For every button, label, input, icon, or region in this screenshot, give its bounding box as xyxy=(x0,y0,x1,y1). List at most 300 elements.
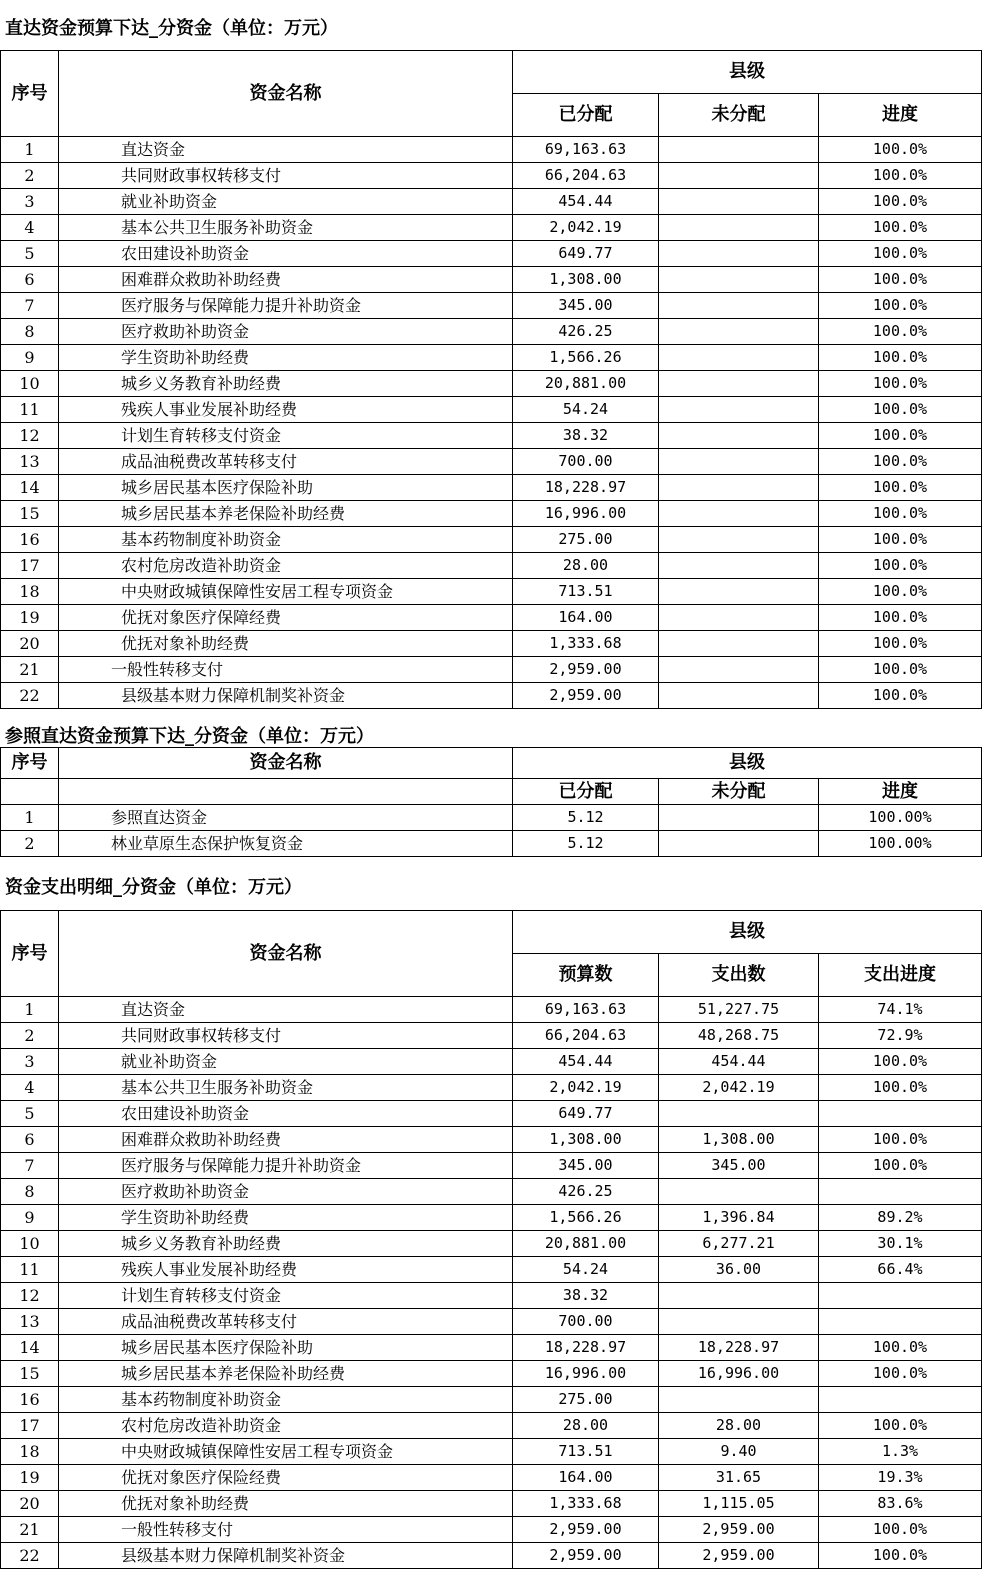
cell-fund-name: 优抚对象医疗保险经费 xyxy=(59,1465,513,1491)
cell-fund-name: 基本公共卫生服务补助资金 xyxy=(59,1075,513,1101)
table-row xyxy=(1,1387,982,1413)
table-row xyxy=(1,1257,982,1283)
header-progress: 进度 xyxy=(819,779,982,805)
cell-col2: 454.44 xyxy=(659,1049,819,1075)
cell-col2 xyxy=(659,1101,819,1127)
table-row xyxy=(1,189,982,215)
cell-seq: 17 xyxy=(1,553,59,579)
table-row xyxy=(1,805,982,831)
cell-col2 xyxy=(659,189,819,215)
header-budget: 预算数 xyxy=(513,954,659,997)
cell-col1: 649.77 xyxy=(513,1101,659,1127)
table-row xyxy=(1,1179,982,1205)
cell-fund-name: 医疗服务与保障能力提升补助资金 xyxy=(59,293,513,319)
cell-fund-name: 农田建设补助资金 xyxy=(59,241,513,267)
cell-col1: 28.00 xyxy=(513,553,659,579)
table-row xyxy=(1,527,982,553)
cell-col2 xyxy=(659,241,819,267)
cell-col3: 100.0% xyxy=(819,501,982,527)
cell-col2 xyxy=(659,215,819,241)
header-fund-name: 资金名称 xyxy=(59,51,513,137)
cell-col2 xyxy=(659,579,819,605)
cell-col1: 345.00 xyxy=(513,293,659,319)
table-row xyxy=(1,241,982,267)
cell-fund-name: 优抚对象补助经费 xyxy=(59,1491,513,1517)
cell-col3: 72.9% xyxy=(819,1023,982,1049)
cell-seq: 13 xyxy=(1,1309,59,1335)
cell-fund-name: 城乡居民基本医疗保险补助 xyxy=(59,475,513,501)
cell-fund-name: 农村危房改造补助资金 xyxy=(59,553,513,579)
cell-fund-name: 中央财政城镇保障性安居工程专项资金 xyxy=(59,1439,513,1465)
cell-col3: 100.0% xyxy=(819,241,982,267)
cell-col3 xyxy=(819,1101,982,1127)
cell-fund-name: 城乡居民基本养老保险补助经费 xyxy=(59,1361,513,1387)
cell-col3: 100.0% xyxy=(819,345,982,371)
cell-col1: 454.44 xyxy=(513,1049,659,1075)
cell-col3: 100.0% xyxy=(819,137,982,163)
cell-seq: 22 xyxy=(1,683,59,709)
table-row xyxy=(1,831,982,857)
table-row xyxy=(1,449,982,475)
cell-fund-name: 直达资金 xyxy=(59,997,513,1023)
table-row xyxy=(1,371,982,397)
cell-col3: 89.2% xyxy=(819,1205,982,1231)
cell-seq: 11 xyxy=(1,397,59,423)
cell-col1: 164.00 xyxy=(513,1465,659,1491)
cell-col3: 100.0% xyxy=(819,189,982,215)
cell-col2 xyxy=(659,1309,819,1335)
cell-fund-name: 共同财政事权转移支付 xyxy=(59,163,513,189)
cell-col3: 100.0% xyxy=(819,553,982,579)
table-row xyxy=(1,1283,982,1309)
cell-col3: 74.1% xyxy=(819,997,982,1023)
cell-fund-name: 县级基本财力保障机制奖补资金 xyxy=(59,683,513,709)
cell-col1: 700.00 xyxy=(513,449,659,475)
table-row xyxy=(1,1153,982,1179)
cell-col2 xyxy=(659,553,819,579)
cell-seq: 20 xyxy=(1,631,59,657)
table-row xyxy=(1,1413,982,1439)
cell-seq: 21 xyxy=(1,1517,59,1543)
cell-col2 xyxy=(659,805,819,831)
cell-fund-name: 就业补助资金 xyxy=(59,189,513,215)
cell-col2: 2,959.00 xyxy=(659,1543,819,1569)
table-row xyxy=(1,1465,982,1491)
cell-fund-name: 农村危房改造补助资金 xyxy=(59,1413,513,1439)
cell-seq: 18 xyxy=(1,579,59,605)
cell-col2 xyxy=(659,319,819,345)
cell-col1: 713.51 xyxy=(513,1439,659,1465)
cell-seq: 12 xyxy=(1,1283,59,1309)
cell-fund-name: 共同财政事权转移支付 xyxy=(59,1023,513,1049)
header-unallocated: 未分配 xyxy=(659,94,819,137)
cell-col1: 2,959.00 xyxy=(513,1517,659,1543)
section-title-direct-funds: 直达资金预算下达_分资金（单位：万元） xyxy=(5,18,338,39)
cell-fund-name: 参照直达资金 xyxy=(59,805,513,831)
header-allocated: 已分配 xyxy=(513,779,659,805)
cell-col1: 28.00 xyxy=(513,1413,659,1439)
cell-col3: 66.4% xyxy=(819,1257,982,1283)
cell-seq: 16 xyxy=(1,1387,59,1413)
header-fund-name: 资金名称 xyxy=(59,748,513,779)
table-row xyxy=(1,423,982,449)
cell-col3: 100.0% xyxy=(819,319,982,345)
header-county-level: 县级 xyxy=(513,748,982,779)
cell-fund-name: 一般性转移支付 xyxy=(59,657,513,683)
cell-col1: 20,881.00 xyxy=(513,1231,659,1257)
cell-col3: 100.0% xyxy=(819,293,982,319)
cell-col3: 100.0% xyxy=(819,657,982,683)
cell-seq: 16 xyxy=(1,527,59,553)
header-unallocated: 未分配 xyxy=(659,779,819,805)
header-county-level: 县级 xyxy=(513,51,982,94)
cell-col2: 48,268.75 xyxy=(659,1023,819,1049)
cell-col3: 100.0% xyxy=(819,449,982,475)
cell-seq: 11 xyxy=(1,1257,59,1283)
table-row xyxy=(1,1205,982,1231)
cell-col3: 100.0% xyxy=(819,423,982,449)
table-row xyxy=(1,475,982,501)
cell-col2 xyxy=(659,605,819,631)
cell-col1: 16,996.00 xyxy=(513,1361,659,1387)
cell-col3: 100.0% xyxy=(819,371,982,397)
cell-fund-name: 残疾人事业发展补助经费 xyxy=(59,1257,513,1283)
cell-fund-name: 学生资助补助经费 xyxy=(59,345,513,371)
table-row xyxy=(1,631,982,657)
cell-col3: 30.1% xyxy=(819,1231,982,1257)
cell-col1: 54.24 xyxy=(513,397,659,423)
cell-seq: 19 xyxy=(1,605,59,631)
cell-col2 xyxy=(659,831,819,857)
cell-seq: 12 xyxy=(1,423,59,449)
cell-fund-name: 中央财政城镇保障性安居工程专项资金 xyxy=(59,579,513,605)
table-row xyxy=(1,1049,982,1075)
table-row xyxy=(1,501,982,527)
table-row xyxy=(1,605,982,631)
cell-fund-name: 优抚对象补助经费 xyxy=(59,631,513,657)
cell-col2: 16,996.00 xyxy=(659,1361,819,1387)
header-name-blank xyxy=(59,779,513,805)
cell-fund-name: 成品油税费改革转移支付 xyxy=(59,449,513,475)
table-row xyxy=(1,657,982,683)
cell-col2 xyxy=(659,475,819,501)
cell-fund-name: 计划生育转移支付资金 xyxy=(59,423,513,449)
cell-col3: 100.0% xyxy=(819,1335,982,1361)
cell-col1: 66,204.63 xyxy=(513,1023,659,1049)
table-row xyxy=(1,1127,982,1153)
cell-col1: 1,308.00 xyxy=(513,267,659,293)
cell-col1: 1,333.68 xyxy=(513,1491,659,1517)
cell-col1: 18,228.97 xyxy=(513,475,659,501)
cell-col3: 100.0% xyxy=(819,1153,982,1179)
cell-col1: 1,333.68 xyxy=(513,631,659,657)
cell-seq: 13 xyxy=(1,449,59,475)
cell-fund-name: 城乡居民基本医疗保险补助 xyxy=(59,1335,513,1361)
cell-fund-name: 医疗救助补助资金 xyxy=(59,1179,513,1205)
cell-col1: 649.77 xyxy=(513,241,659,267)
cell-fund-name: 医疗服务与保障能力提升补助资金 xyxy=(59,1153,513,1179)
header-seq: 序号 xyxy=(1,748,59,779)
cell-fund-name: 基本公共卫生服务补助资金 xyxy=(59,215,513,241)
cell-col1: 5.12 xyxy=(513,831,659,857)
cell-col3: 1.3% xyxy=(819,1439,982,1465)
cell-col2: 36.00 xyxy=(659,1257,819,1283)
cell-col3: 100.00% xyxy=(819,831,982,857)
table-row xyxy=(1,1075,982,1101)
cell-col2 xyxy=(659,631,819,657)
cell-col1: 454.44 xyxy=(513,189,659,215)
table-row xyxy=(1,267,982,293)
cell-col2 xyxy=(659,501,819,527)
cell-fund-name: 直达资金 xyxy=(59,137,513,163)
cell-col2 xyxy=(659,163,819,189)
cell-col3: 19.3% xyxy=(819,1465,982,1491)
cell-col2: 1,308.00 xyxy=(659,1127,819,1153)
table-row xyxy=(1,683,982,709)
header-expenditure: 支出数 xyxy=(659,954,819,997)
cell-col1: 2,959.00 xyxy=(513,1543,659,1569)
cell-col2: 1,115.05 xyxy=(659,1491,819,1517)
cell-col2: 18,228.97 xyxy=(659,1335,819,1361)
cell-col1: 713.51 xyxy=(513,579,659,605)
cell-col1: 2,959.00 xyxy=(513,683,659,709)
cell-col1: 38.32 xyxy=(513,1283,659,1309)
section-title-expenditure-detail: 资金支出明细_分资金（单位：万元） xyxy=(5,877,302,898)
cell-seq: 14 xyxy=(1,475,59,501)
cell-col3: 100.0% xyxy=(819,1361,982,1387)
table-row xyxy=(1,1439,982,1465)
cell-seq: 2 xyxy=(1,831,59,857)
cell-seq: 6 xyxy=(1,1127,59,1153)
cell-seq: 21 xyxy=(1,657,59,683)
cell-col1: 275.00 xyxy=(513,527,659,553)
cell-fund-name: 县级基本财力保障机制奖补资金 xyxy=(59,1543,513,1569)
cell-fund-name: 农田建设补助资金 xyxy=(59,1101,513,1127)
cell-seq: 7 xyxy=(1,293,59,319)
cell-seq: 22 xyxy=(1,1543,59,1569)
cell-col1: 2,042.19 xyxy=(513,215,659,241)
cell-col2 xyxy=(659,1283,819,1309)
cell-col1: 1,308.00 xyxy=(513,1127,659,1153)
cell-col3: 100.0% xyxy=(819,215,982,241)
cell-seq: 3 xyxy=(1,189,59,215)
cell-col3: 100.0% xyxy=(819,683,982,709)
cell-col2: 28.00 xyxy=(659,1413,819,1439)
cell-col3: 100.0% xyxy=(819,579,982,605)
cell-col1: 2,959.00 xyxy=(513,657,659,683)
cell-col3: 100.0% xyxy=(819,267,982,293)
cell-col2 xyxy=(659,527,819,553)
cell-col2: 345.00 xyxy=(659,1153,819,1179)
cell-seq: 15 xyxy=(1,501,59,527)
cell-fund-name: 一般性转移支付 xyxy=(59,1517,513,1543)
header-seq: 序号 xyxy=(1,51,59,137)
cell-fund-name: 残疾人事业发展补助经费 xyxy=(59,397,513,423)
cell-col1: 426.25 xyxy=(513,319,659,345)
table-row xyxy=(1,1335,982,1361)
cell-col1: 164.00 xyxy=(513,605,659,631)
cell-seq: 2 xyxy=(1,1023,59,1049)
cell-fund-name: 就业补助资金 xyxy=(59,1049,513,1075)
cell-col1: 345.00 xyxy=(513,1153,659,1179)
header-seq-blank xyxy=(1,779,59,805)
cell-seq: 1 xyxy=(1,137,59,163)
cell-col1: 69,163.63 xyxy=(513,997,659,1023)
cell-fund-name: 困难群众救助补助经费 xyxy=(59,1127,513,1153)
cell-col1: 700.00 xyxy=(513,1309,659,1335)
cell-seq: 3 xyxy=(1,1049,59,1075)
header-expenditure-progress: 支出进度 xyxy=(819,954,982,997)
cell-col1: 5.12 xyxy=(513,805,659,831)
cell-col1: 426.25 xyxy=(513,1179,659,1205)
cell-fund-name: 成品油税费改革转移支付 xyxy=(59,1309,513,1335)
cell-col3 xyxy=(819,1179,982,1205)
cell-col3: 100.0% xyxy=(819,527,982,553)
cell-seq: 14 xyxy=(1,1335,59,1361)
cell-col3: 100.0% xyxy=(819,475,982,501)
table-row xyxy=(1,1309,982,1335)
direct-funds-table xyxy=(0,50,982,709)
cell-fund-name: 林业草原生态保护恢复资金 xyxy=(59,831,513,857)
cell-seq: 17 xyxy=(1,1413,59,1439)
cell-col3: 100.0% xyxy=(819,1049,982,1075)
table-row xyxy=(1,553,982,579)
cell-col2 xyxy=(659,137,819,163)
cell-seq: 8 xyxy=(1,1179,59,1205)
cell-seq: 4 xyxy=(1,1075,59,1101)
cell-col2: 1,396.84 xyxy=(659,1205,819,1231)
table-row xyxy=(1,163,982,189)
cell-col1: 1,566.26 xyxy=(513,1205,659,1231)
cell-seq: 1 xyxy=(1,805,59,831)
cell-col3: 100.0% xyxy=(819,1127,982,1153)
expenditure-detail-table xyxy=(0,910,982,1569)
cell-seq: 8 xyxy=(1,319,59,345)
cell-col2: 31.65 xyxy=(659,1465,819,1491)
cell-col3: 100.0% xyxy=(819,163,982,189)
cell-fund-name: 学生资助补助经费 xyxy=(59,1205,513,1231)
cell-fund-name: 计划生育转移支付资金 xyxy=(59,1283,513,1309)
header-county-level: 县级 xyxy=(513,911,982,954)
cell-col2 xyxy=(659,449,819,475)
cell-col3: 100.0% xyxy=(819,1517,982,1543)
header-fund-name: 资金名称 xyxy=(59,911,513,997)
cell-fund-name: 城乡义务教育补助经费 xyxy=(59,371,513,397)
cell-col1: 16,996.00 xyxy=(513,501,659,527)
cell-seq: 1 xyxy=(1,997,59,1023)
header-allocated: 已分配 xyxy=(513,94,659,137)
table-row xyxy=(1,319,982,345)
cell-seq: 18 xyxy=(1,1439,59,1465)
header-progress: 进度 xyxy=(819,94,982,137)
cell-col2 xyxy=(659,293,819,319)
table-row xyxy=(1,1491,982,1517)
table-row xyxy=(1,137,982,163)
cell-col1: 20,881.00 xyxy=(513,371,659,397)
cell-fund-name: 城乡义务教育补助经费 xyxy=(59,1231,513,1257)
cell-seq: 20 xyxy=(1,1491,59,1517)
cell-col1: 38.32 xyxy=(513,423,659,449)
cell-seq: 9 xyxy=(1,1205,59,1231)
cell-fund-name: 城乡居民基本养老保险补助经费 xyxy=(59,501,513,527)
cell-col2: 6,277.21 xyxy=(659,1231,819,1257)
cell-seq: 5 xyxy=(1,241,59,267)
cell-col1: 18,228.97 xyxy=(513,1335,659,1361)
table-row xyxy=(1,579,982,605)
cell-fund-name: 基本药物制度补助资金 xyxy=(59,1387,513,1413)
cell-col2 xyxy=(659,683,819,709)
cell-fund-name: 基本药物制度补助资金 xyxy=(59,527,513,553)
cell-col3: 100.0% xyxy=(819,1413,982,1439)
cell-col1: 66,204.63 xyxy=(513,163,659,189)
cell-col3: 100.0% xyxy=(819,605,982,631)
reference-funds-table xyxy=(0,747,982,857)
cell-col1: 69,163.63 xyxy=(513,137,659,163)
cell-seq: 19 xyxy=(1,1465,59,1491)
cell-seq: 15 xyxy=(1,1361,59,1387)
cell-col2 xyxy=(659,1387,819,1413)
cell-seq: 9 xyxy=(1,345,59,371)
cell-col2 xyxy=(659,371,819,397)
cell-col1: 1,566.26 xyxy=(513,345,659,371)
cell-col3: 100.0% xyxy=(819,1075,982,1101)
cell-seq: 10 xyxy=(1,371,59,397)
cell-col3: 100.00% xyxy=(819,805,982,831)
cell-col2 xyxy=(659,423,819,449)
table-row xyxy=(1,1543,982,1569)
table-row xyxy=(1,997,982,1023)
cell-seq: 10 xyxy=(1,1231,59,1257)
cell-col2: 2,042.19 xyxy=(659,1075,819,1101)
cell-col2: 9.40 xyxy=(659,1439,819,1465)
cell-seq: 6 xyxy=(1,267,59,293)
cell-seq: 4 xyxy=(1,215,59,241)
cell-col3: 100.0% xyxy=(819,1543,982,1569)
cell-seq: 2 xyxy=(1,163,59,189)
table-row xyxy=(1,293,982,319)
table-row xyxy=(1,1023,982,1049)
cell-col3 xyxy=(819,1387,982,1413)
cell-col2 xyxy=(659,1179,819,1205)
cell-col3: 100.0% xyxy=(819,631,982,657)
cell-fund-name: 医疗救助补助资金 xyxy=(59,319,513,345)
cell-col3: 100.0% xyxy=(819,397,982,423)
cell-seq: 7 xyxy=(1,1153,59,1179)
cell-fund-name: 优抚对象医疗保障经费 xyxy=(59,605,513,631)
cell-col2: 2,959.00 xyxy=(659,1517,819,1543)
cell-col3: 83.6% xyxy=(819,1491,982,1517)
table-row xyxy=(1,1101,982,1127)
cell-col2: 51,227.75 xyxy=(659,997,819,1023)
cell-col1: 54.24 xyxy=(513,1257,659,1283)
cell-col3 xyxy=(819,1283,982,1309)
table-row xyxy=(1,397,982,423)
cell-col2 xyxy=(659,345,819,371)
table-row xyxy=(1,1231,982,1257)
cell-col2 xyxy=(659,397,819,423)
table-row xyxy=(1,215,982,241)
cell-col1: 275.00 xyxy=(513,1387,659,1413)
table-row xyxy=(1,1517,982,1543)
cell-col2 xyxy=(659,657,819,683)
cell-col2 xyxy=(659,267,819,293)
table-row xyxy=(1,345,982,371)
cell-seq: 5 xyxy=(1,1101,59,1127)
section-title-reference-funds: 参照直达资金预算下达_分资金（单位：万元） xyxy=(5,726,374,747)
cell-col1: 2,042.19 xyxy=(513,1075,659,1101)
table-row xyxy=(1,1361,982,1387)
header-seq: 序号 xyxy=(1,911,59,997)
